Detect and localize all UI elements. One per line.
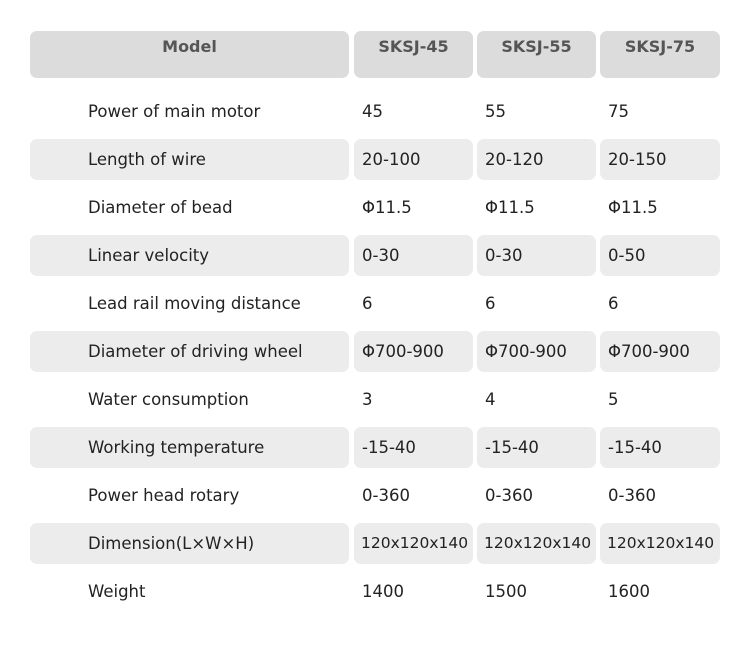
row-label: Dimension(L×W×H) bbox=[30, 523, 349, 564]
row-label: Lead rail moving distance bbox=[88, 294, 301, 313]
table-row bbox=[0, 379, 750, 420]
table-row bbox=[0, 427, 750, 468]
cell-sksj-55: 4 bbox=[485, 390, 496, 409]
cell-sksj-45: 3 bbox=[362, 390, 373, 409]
cell-sksj-45: Φ700-900 bbox=[354, 331, 473, 372]
row-label: Weight bbox=[88, 582, 146, 601]
cell-sksj-75: 6 bbox=[608, 294, 619, 313]
cell-sksj-45: -15-40 bbox=[354, 427, 473, 468]
table-row bbox=[0, 571, 750, 612]
table-row bbox=[0, 523, 750, 564]
cell-sksj-75: 0-50 bbox=[600, 235, 720, 276]
cell-sksj-55: -15-40 bbox=[477, 427, 596, 468]
row-label: Diameter of driving wheel bbox=[30, 331, 349, 372]
cell-sksj-55: Φ700-900 bbox=[477, 331, 596, 372]
cell-sksj-55: 1500 bbox=[485, 582, 527, 601]
cell-sksj-45: 0-30 bbox=[354, 235, 473, 276]
cell-sksj-45: 0-360 bbox=[362, 486, 410, 505]
cell-sksj-75: 0-360 bbox=[608, 486, 656, 505]
table-row bbox=[0, 283, 750, 324]
cell-sksj-75: 120x120x140 bbox=[600, 523, 720, 564]
table-row bbox=[0, 331, 750, 372]
row-label: Length of wire bbox=[30, 139, 349, 180]
cell-sksj-75: -15-40 bbox=[600, 427, 720, 468]
cell-sksj-55: Φ11.5 bbox=[485, 198, 535, 217]
row-label: Water consumption bbox=[88, 390, 249, 409]
row-label: Power of main motor bbox=[88, 102, 261, 121]
cell-sksj-55: 6 bbox=[485, 294, 496, 313]
cell-sksj-55: 0-30 bbox=[477, 235, 596, 276]
cell-sksj-55: 20-120 bbox=[477, 139, 596, 180]
row-label: Diameter of bead bbox=[88, 198, 233, 217]
cell-sksj-75: Φ700-900 bbox=[600, 331, 720, 372]
cell-sksj-75: Φ11.5 bbox=[608, 198, 658, 217]
cell-sksj-45: 45 bbox=[362, 102, 383, 121]
cell-sksj-55: 55 bbox=[485, 102, 506, 121]
row-label: Working temperature bbox=[30, 427, 349, 468]
cell-sksj-75: 1600 bbox=[608, 582, 650, 601]
table-row bbox=[0, 475, 750, 516]
cell-sksj-75: 20-150 bbox=[600, 139, 720, 180]
table-row bbox=[0, 235, 750, 276]
table-row bbox=[0, 139, 750, 180]
cell-sksj-75: 5 bbox=[608, 390, 619, 409]
table-row bbox=[0, 91, 750, 132]
cell-sksj-45: 6 bbox=[362, 294, 373, 313]
header-sksj-75: SKSJ-75 bbox=[600, 31, 720, 78]
cell-sksj-45: Φ11.5 bbox=[362, 198, 412, 217]
row-label: Power head rotary bbox=[88, 486, 240, 505]
cell-sksj-55: 120x120x140 bbox=[477, 523, 596, 564]
cell-sksj-45: 1400 bbox=[362, 582, 404, 601]
cell-sksj-75: 75 bbox=[608, 102, 629, 121]
table-row bbox=[0, 187, 750, 228]
cell-sksj-45: 120x120x140 bbox=[354, 523, 473, 564]
cell-sksj-45: 20-100 bbox=[354, 139, 473, 180]
cell-sksj-55: 0-360 bbox=[485, 486, 533, 505]
header-sksj-55: SKSJ-55 bbox=[477, 31, 596, 78]
header-model: Model bbox=[30, 31, 349, 78]
header-sksj-45: SKSJ-45 bbox=[354, 31, 473, 78]
row-label: Linear velocity bbox=[30, 235, 349, 276]
